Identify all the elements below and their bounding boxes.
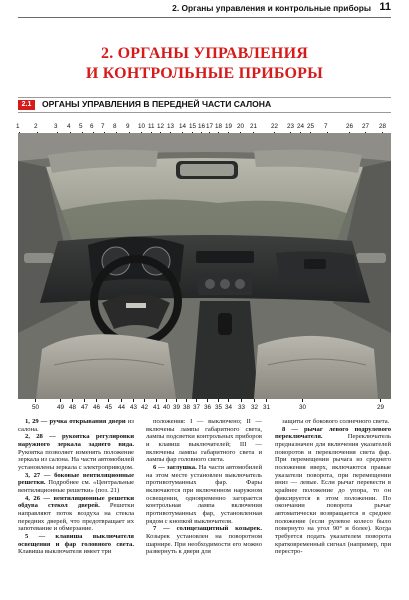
section-rule-bottom <box>18 112 391 113</box>
section-number-badge: 2.1 <box>18 100 35 110</box>
callout-bottom: 33 <box>238 404 246 411</box>
paragraph-lead: 4, 26 — вентиляционные решетки обдува стекол дверей. <box>18 494 134 510</box>
callout-top: 1 <box>16 123 20 130</box>
passenger-seat <box>254 336 378 399</box>
callout-top: 10 <box>138 123 146 130</box>
paragraph-text: защиты от бокового солнечного света. <box>282 418 390 425</box>
callout-top: 17 <box>206 123 214 130</box>
paragraph <box>18 433 134 471</box>
text-column-2 <box>146 418 262 600</box>
callout-top: 20 <box>237 123 245 130</box>
paragraph-text: Козырек установлен на поворотном шарнире. При необходимости его можно развернуть к двери для <box>146 532 262 556</box>
text-column-3 <box>275 418 391 600</box>
callout-bottom: 40 <box>163 404 171 411</box>
section-rule-top <box>18 97 391 98</box>
paragraph-text: На части автомобилей на этом месте установлен выключатель противотуманных фар. Фары включаются при включенном наружном освещении, одновременно загорается контрольная лампа включения противотуманных фар, установленная рядом с кнопкой выключателя. <box>146 463 262 525</box>
callout-top: 21 <box>250 123 258 130</box>
callout-top: 22 <box>271 123 279 130</box>
callout-bottom: 38 <box>183 404 191 411</box>
callout-bottom: 35 <box>215 404 223 411</box>
paragraph <box>18 418 134 433</box>
paragraph <box>146 418 262 464</box>
paragraph <box>18 533 134 556</box>
callout-top: 28 <box>379 123 387 130</box>
paragraph-lead: 6 — заглушка. <box>153 463 197 471</box>
callout-bottom: 48 <box>69 404 77 411</box>
callout-top: 9 <box>126 123 130 130</box>
paragraph-text: Переключатель предназначен для включения указателей поворотов и переключения света фар. При перемещении рычага из среднего положения вверх, включаются правые указатели поворота, при перемещении вниз — левые. Если рычаг перевести в крайнее положение до упора, то он фиксируется в этом положении. По окончании поворота рычаг автоматически возвращается в среднее положение (если рулевое колесо было повернуто на угол 90° и более). Когда требуется подать указателем поворота кратковременный сигнал (например, при перестро- <box>275 433 391 556</box>
paragraph-lead: 7 — солнцезащитный козырек. <box>153 525 262 533</box>
callout-top: 8 <box>113 123 117 130</box>
paragraph-text: положения: I — выключено; II — включены лампы габаритного света, лампы подсветки контрольных приборов и клавиш выключателей; III — включены лампы габаритного света и лампы фар головного света. <box>146 418 262 464</box>
paragraph-text: Рукоятка позволяет изменять положение зеркала из салона. На части автомобилей установлены зеркала с электроприводом. <box>18 448 134 471</box>
callout-bottom: 46 <box>93 404 101 411</box>
callout-bottom: 44 <box>118 404 126 411</box>
callout-top: 6 <box>90 123 94 130</box>
callout-top: 7 <box>101 123 105 130</box>
heater-knob-left <box>205 279 215 289</box>
right-door-handle <box>356 253 386 263</box>
callout-top: 24 <box>297 123 305 130</box>
callout-bottom: 36 <box>204 404 212 411</box>
paragraph <box>18 472 134 495</box>
callout-bottom: 30 <box>299 404 307 411</box>
callout-bottom: 37 <box>193 404 201 411</box>
driver-seat <box>36 334 176 399</box>
callout-top: 19 <box>225 123 233 130</box>
left-door-handle <box>24 253 54 263</box>
paragraph <box>146 464 262 525</box>
callout-top: 23 <box>287 123 295 130</box>
callout-top: 27 <box>362 123 370 130</box>
dashboard-photo <box>18 133 391 399</box>
paragraph <box>275 426 391 556</box>
page-number: 11 <box>379 1 391 13</box>
callout-top: 2 <box>34 123 38 130</box>
callout-top: 25 <box>307 123 315 130</box>
callout-bottom: 34 <box>225 404 233 411</box>
callout-top: 5 <box>79 123 83 130</box>
callout-top: 14 <box>179 123 187 130</box>
callout-top: 12 <box>157 123 165 130</box>
heater-knob-center <box>220 279 230 289</box>
callout-top: 7 <box>324 123 328 130</box>
callout-top: 18 <box>215 123 223 130</box>
paragraph <box>275 418 391 426</box>
paragraph-lead: 5 — клавиша выключателя освещения и фар головного света. <box>18 532 134 548</box>
callout-bottom: 32 <box>251 404 259 411</box>
callout-bottom: 45 <box>105 404 113 411</box>
text-column-1 <box>18 418 134 600</box>
callout-bottom: 49 <box>57 404 65 411</box>
paragraph <box>18 495 134 533</box>
steering-wheel-hub <box>102 294 170 329</box>
callout-bottom: 42 <box>141 404 149 411</box>
rear-view-mirror-glass <box>180 164 234 176</box>
running-head: 2. Органы управления и контрольные приборы <box>172 3 371 13</box>
callout-bottom: 41 <box>153 404 161 411</box>
chapter-title-line-2: И КОНТРОЛЬНЫЕ ПРИБОРЫ <box>85 65 324 82</box>
callout-bottom: 47 <box>81 404 89 411</box>
paragraph <box>146 525 262 556</box>
paragraph-lead: 2, 28 — рукоятка регулировки наружного зеркала заднего вида. <box>18 433 134 448</box>
callout-bottom: 29 <box>377 404 385 411</box>
callout-top: 4 <box>67 123 71 130</box>
steering-wheel-badge <box>126 303 146 308</box>
heater-knob-right <box>235 279 245 289</box>
center-vent-grilles <box>196 251 254 263</box>
paragraph-text: Клавиша выключателя имеет три <box>18 548 112 556</box>
paragraph-lead: 8 — рычаг левого подрулевого переключателя. <box>275 425 391 441</box>
header-rule <box>18 17 391 18</box>
callout-top: 26 <box>346 123 354 130</box>
callout-top: 3 <box>54 123 58 130</box>
chapter-title-line-1: 2. ОРГАНЫ УПРАВЛЕНИЯ <box>101 45 308 62</box>
callout-bottom: 50 <box>32 404 40 411</box>
paragraph-text: из салона. <box>18 418 134 433</box>
callout-top: 16 <box>198 123 206 130</box>
callout-top: 11 <box>148 123 155 130</box>
callout-bottom: 31 <box>263 404 271 411</box>
gear-lever <box>218 313 232 335</box>
callout-top: 13 <box>167 123 175 130</box>
callout-bottom: 43 <box>130 404 138 411</box>
paragraph-text: Решетки направляют поток воздуха на стекла передних дверей, что предотвращает их запотевание и обмерзание. <box>18 502 134 533</box>
section-title: ОРГАНЫ УПРАВЛЕНИЯ В ПЕРЕДНЕЙ ЧАСТИ САЛОНА <box>42 99 272 109</box>
paragraph-text: Подробнее см. «Центральные вентиляционные решетки» (поз. 21) <box>18 479 134 494</box>
body-text <box>18 418 391 600</box>
callout-top: 15 <box>189 123 197 130</box>
callout-bottom: 39 <box>173 404 181 411</box>
paragraph-lead: 1, 29 — ручка открывания двери <box>25 418 126 425</box>
right-vent-grille <box>304 259 326 269</box>
chapter-title <box>0 44 409 84</box>
paragraph-lead: 3, 27 — боковые вентиляционные решетки. <box>18 471 134 487</box>
